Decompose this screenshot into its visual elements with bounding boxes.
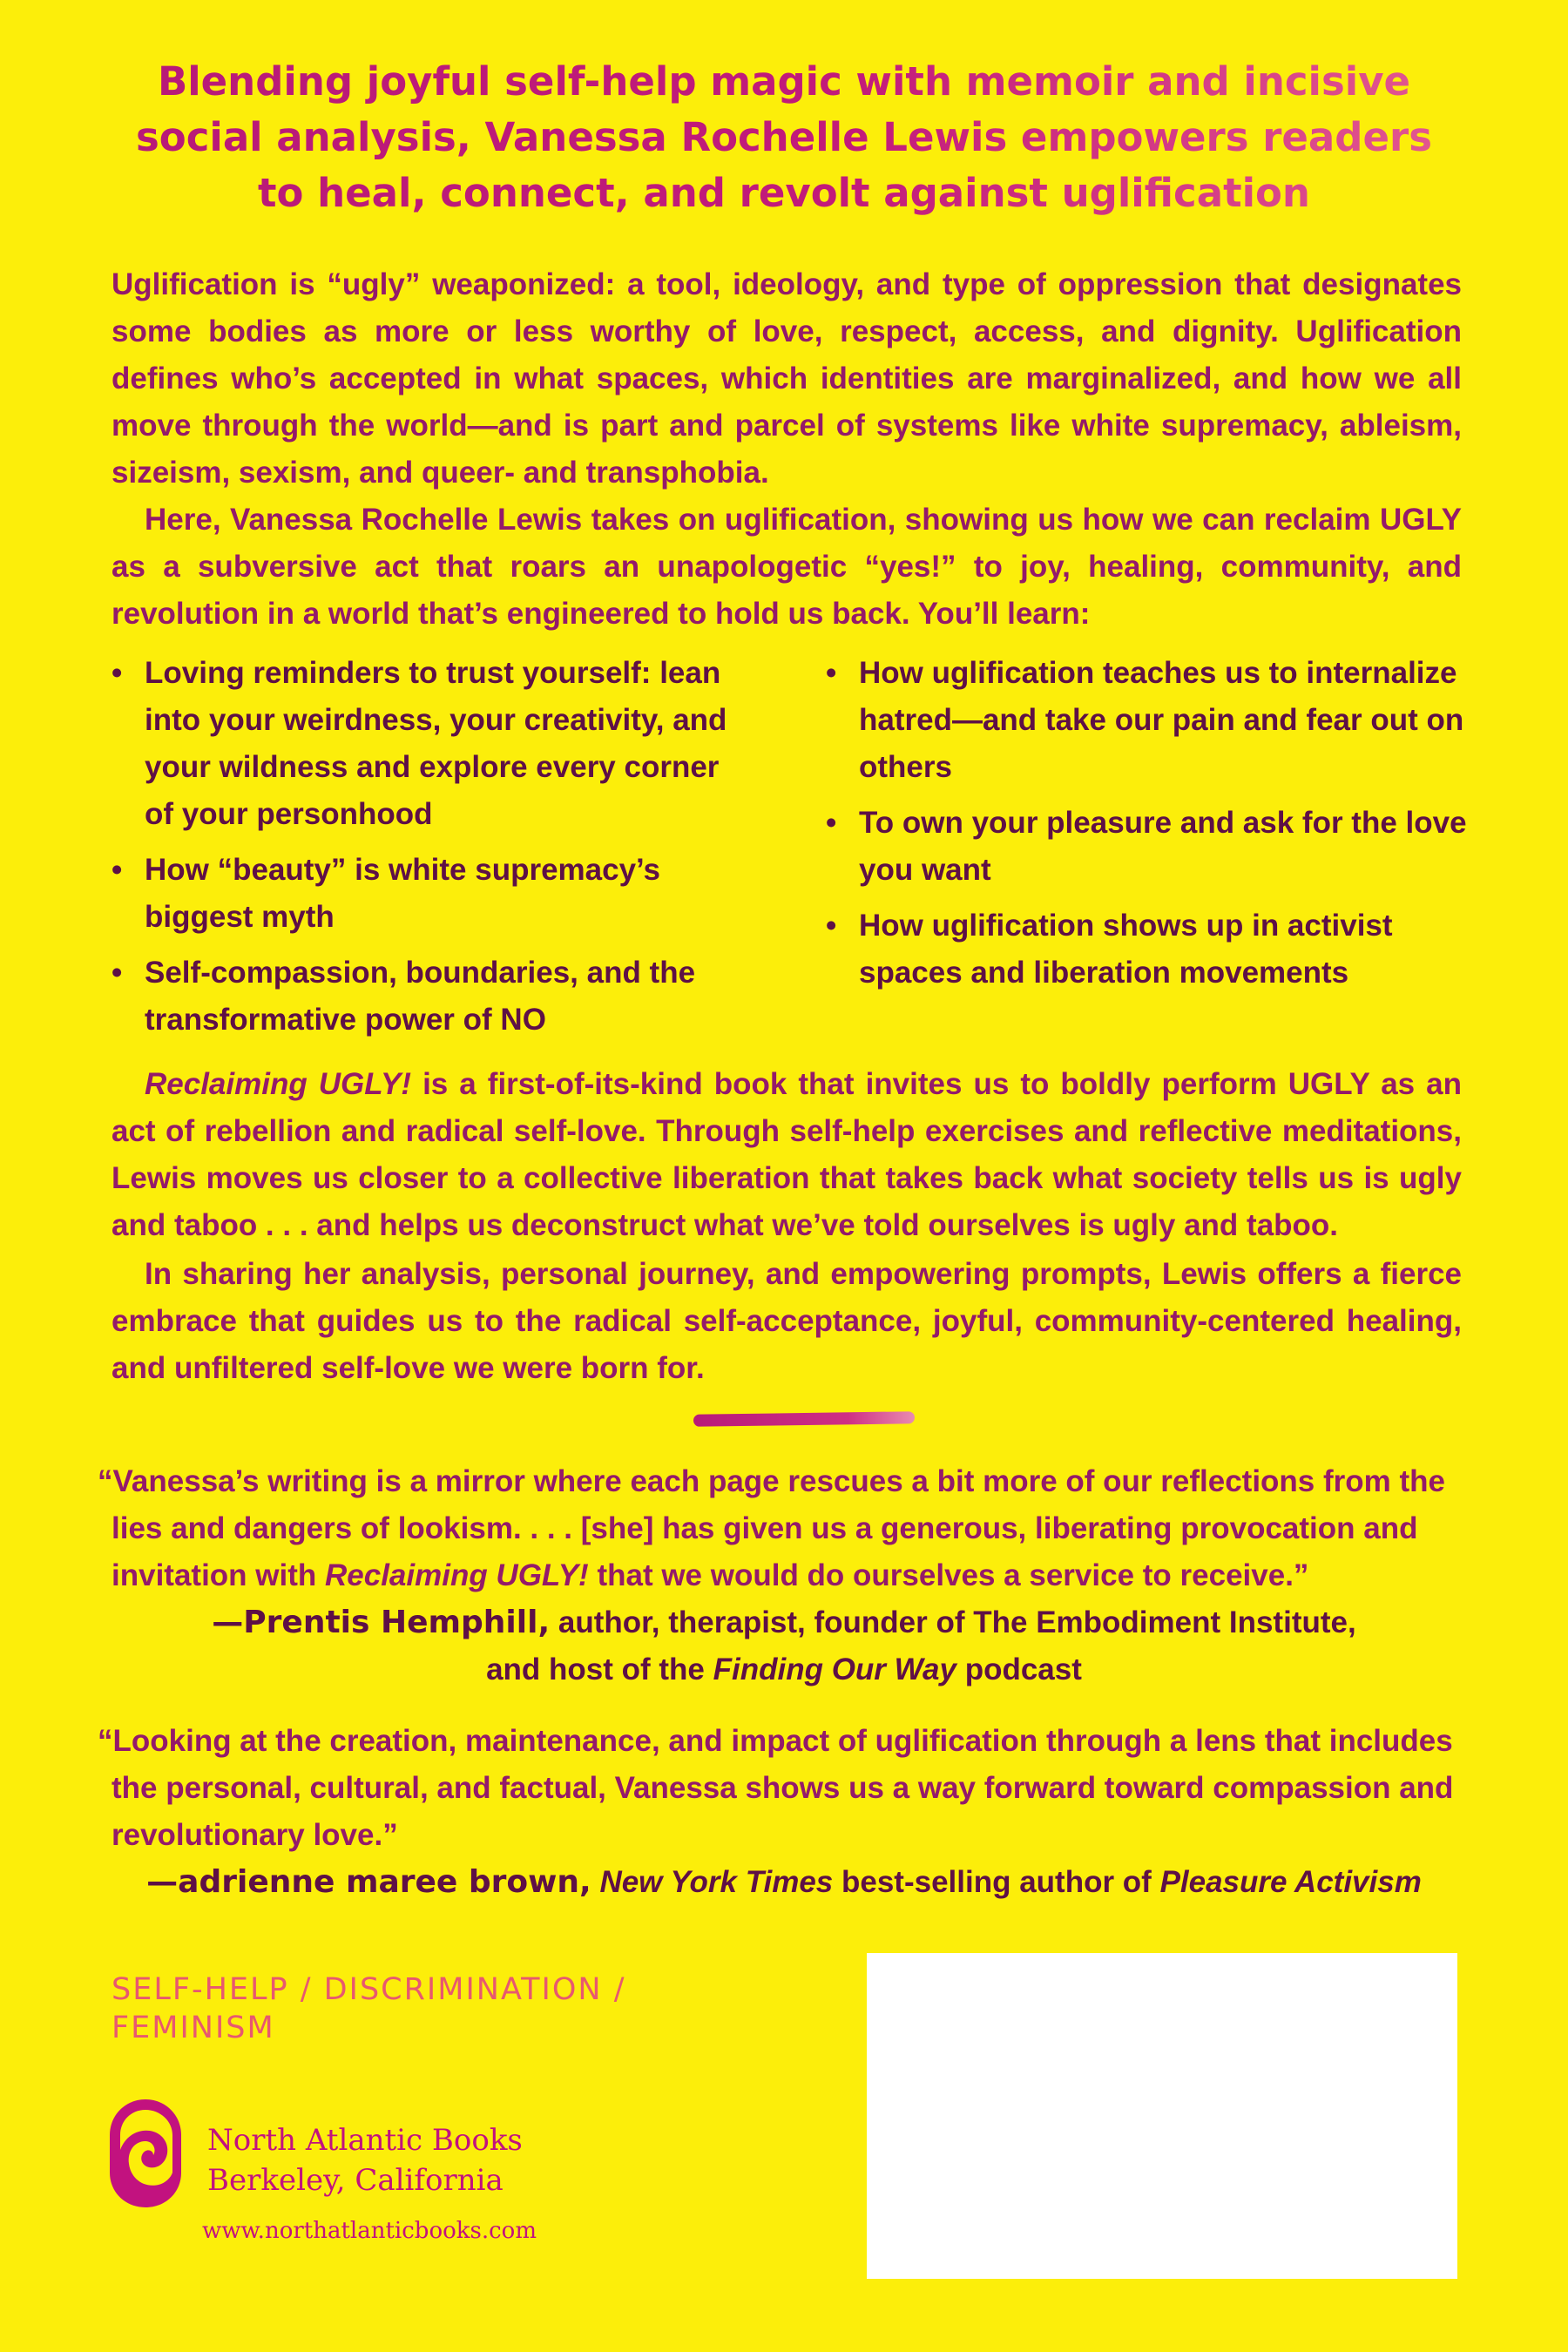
book-title: Reclaiming UGLY! [145,1067,412,1101]
attribution-role [599,1865,1421,1899]
publisher-name: North Atlantic Books [207,2123,523,2158]
intro-paragraph-1: Uglification is “ugly” weaponized: a tool, ideology, and type of oppression that designates some bodies as more or less worthy of love, respect, access, and dignity. Uglification defines who’s accepted in what spaces, which identities are marginalized, and how we all move through the world—and is part and parcel of systems like white supremacy, ableism, sizeism, sexism, and queer- and transphobia. [112,267,1462,490]
brush-divider [693,1411,915,1427]
attribution-role-2-a: and host of the [486,1652,713,1686]
quote-2-line-1: “Looking at the creation, maintenance, and impact of uglification through a lens that includes [98,1724,1453,1758]
quote-1-line-2: lies and dangers of lookism. . . . [she] has given us a generous, liberating provocation and [112,1511,1418,1545]
headline-line-1: Blending joyful self-help magic with memoir and incisive [157,58,1411,105]
outro-paragraph-1-text: is a first-of-its-kind book that invites us to boldly perform UGLY as an act of rebellion and radical self-love. Through self-help exercises and reflective meditations, Lewis moves us closer to a collective liberation that takes back what society tells us is ugly and taboo . . . and helps us deconstruct what we’ve told ourselves is ugly and taboo. [112,1067,1462,1242]
list-item: • How uglification teaches us to internalize hatred—and take our pain and fear out on others [826,650,1470,791]
publisher-city: Berkeley, California [207,2163,504,2198]
outro-paragraph-2: In sharing her analysis, personal journey, and empowering prompts, Lewis offers a fierce embrace that guides us to the radical self-acceptance, joyful, community-centered healing, and unfiltered self-love we were born for. [112,1257,1462,1385]
list-item: • How uglification shows up in activist spaces and liberation movements [826,902,1470,997]
quote-1-line-3-b: that we would do ourselves a service to receive.” [588,1558,1309,1592]
category-line-2: FEMINISM [112,2011,275,2045]
category-line-1: SELF-HELP / DISCRIMINATION / [112,1972,626,2007]
attribution-name: —adrienne maree brown, [146,1864,591,1900]
publisher-url[interactable]: www.northatlanticbooks.com [202,2218,537,2244]
bullet-list-right [826,650,1470,1005]
list-item: • Loving reminders to trust yourself: lean into your weirdness, your creativity, and your wildness and explore every corner of your personhood [112,650,756,838]
blurb-attribution-1 [0,1599,1568,1693]
headline-line-3: to heal, connect, and revolt against uglification [258,170,1310,216]
blurb-quote-1 [98,1458,1470,1599]
quote-2-line-3: revolutionary love.” [112,1818,398,1852]
intro-paragraph-2: Here, Vanessa Rochelle Lewis takes on uglification, showing us how we can reclaim UGLY as a subversive act that roars an unapologetic “yes!” to joy, healing, community, and revolution in a world that’s engineered to hold us back. You’ll learn: [112,503,1462,631]
quote-1-line-3 [98,1558,1308,1592]
north-atlantic-books-logo-icon [108,2098,183,2209]
quote-2-line-2: the personal, cultural, and factual, Vanessa shows us a way forward toward compassion and [112,1771,1454,1805]
category-label [112,1970,721,2047]
attribution-role-2-b: podcast [956,1652,1082,1686]
publication-title: New York Times [599,1865,834,1899]
list-item: • Self-compassion, boundaries, and the transformative power of NO [112,950,756,1044]
blurb-attribution-2 [0,1859,1568,1906]
list-item: • To own your pleasure and ask for the love you want [826,800,1470,894]
quote-1-line-3-a: invitation with [112,1558,325,1592]
attribution-role-text: best-selling author of [833,1865,1160,1899]
quote-1-line-1: “Vanessa’s writing is a mirror where each page rescues a bit more of our reflections from the [98,1464,1445,1498]
headline-line-2: social analysis, Vanessa Rochelle Lewis empowers readers [136,114,1432,160]
attribution-role: author, therapist, founder of The Embodiment Institute, [550,1605,1356,1639]
book-title: Reclaiming UGLY! [324,1558,589,1592]
blurb-quote-2 [98,1718,1470,1859]
book-title: Pleasure Activism [1159,1865,1422,1899]
attribution-role-2 [486,1652,1082,1686]
attribution-name: —Prentis Hemphill, [212,1605,551,1640]
headline [131,54,1437,221]
barcode-box [867,1953,1457,2279]
bullet-list-left [112,650,756,1052]
podcast-title: Finding Our Way [713,1652,956,1686]
list-item: • How “beauty” is white supremacy’s biggest myth [112,847,756,941]
outro-paragraph-1 [112,1061,1462,1249]
